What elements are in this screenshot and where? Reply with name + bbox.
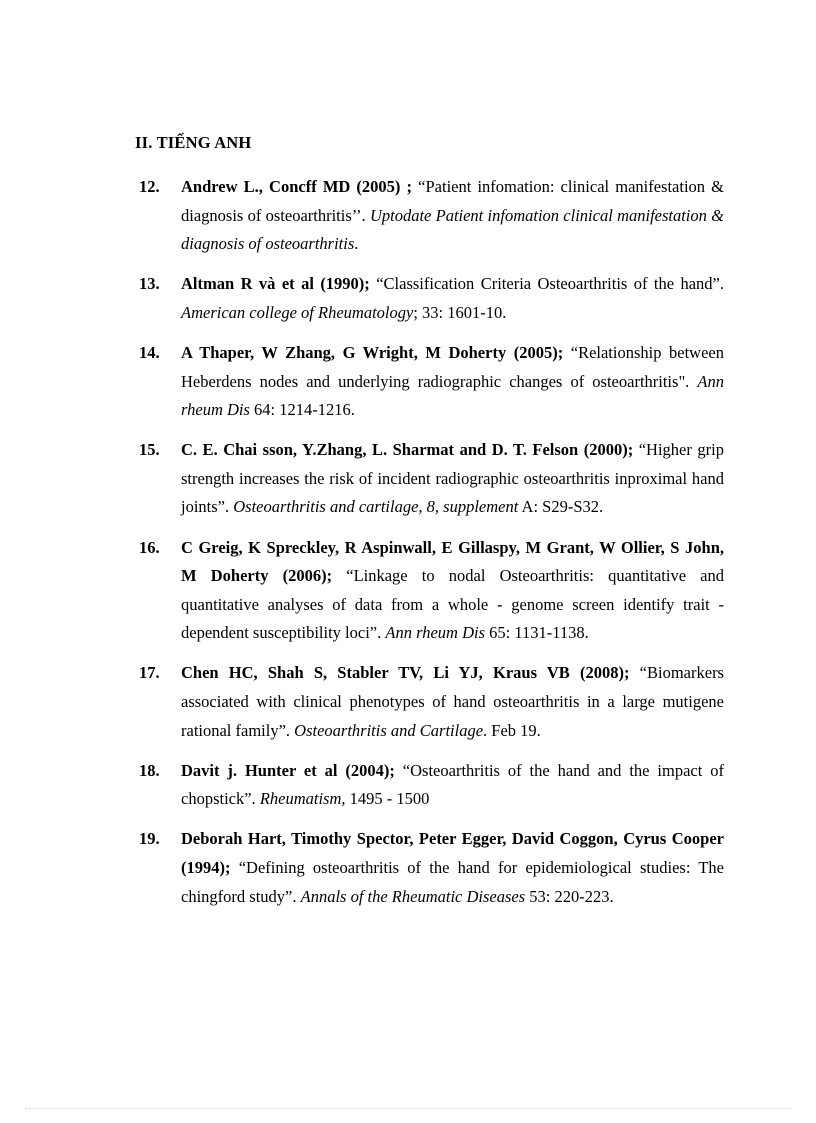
reference-details: . (354, 234, 359, 254)
reference-authors: Andrew L., Concff MD (2005) ; (181, 177, 413, 196)
reference-number: 18. (139, 760, 160, 780)
reference-text (181, 436, 724, 522)
page-bottom-divider (25, 1108, 791, 1109)
reference-item (135, 436, 725, 522)
reference-source: Osteoarthritis and cartilage, 8, supplement (233, 497, 519, 517)
reference-authors: Deborah Hart, Timothy Spector, Peter Egger, David Coggon, Cyrus Cooper (1994); (181, 829, 724, 877)
reference-details: ; 33: 1601-10. (413, 302, 507, 322)
reference-item (135, 825, 725, 911)
reference-number: 16. (139, 537, 160, 557)
reference-number: 13. (139, 274, 160, 294)
reference-number: 15. (139, 440, 160, 460)
reference-authors: Chen HC, Shah S, Stabler TV, Li YJ, Kraus VB (2008); (181, 663, 630, 683)
reference-source: American college of Rheumatology (181, 302, 414, 322)
reference-authors: C. E. Chai sson, Y.Zhang, L. Sharmat and D. T. Felson (2000); (181, 440, 634, 460)
reference-number: 14. (139, 342, 160, 362)
reference-item (135, 757, 725, 814)
reference-title: “Linkage to nodal Osteoarthritis: quantitative and quantitative analyses of data from a whole - genome screen identify trait - dependent susceptibility loci”. (181, 566, 724, 643)
reference-details: 53: 220-223. (525, 886, 614, 906)
reference-details: 1495 - 1500 (345, 789, 430, 809)
reference-authors: Davit j. Hunter et al (2004); (181, 760, 395, 780)
reference-authors: Altman R và et al (1990); (181, 274, 370, 294)
reference-list (135, 173, 725, 923)
reference-title: “Higher grip strength increases the risk of incident radiographic osteoarthritis inproximal hand joints”. (181, 440, 724, 517)
reference-item (135, 173, 725, 259)
reference-number: 17. (139, 663, 160, 683)
reference-source: Ann rheum Dis (385, 623, 485, 643)
reference-item (135, 534, 725, 648)
reference-title: “Classification Criteria Osteoarthritis of the hand”. (369, 274, 725, 294)
reference-source: Annals of the Rheumatic Diseases (300, 886, 526, 906)
reference-details: A: S29-S32. (518, 497, 604, 517)
reference-source: Ann rheum Dis (181, 371, 724, 420)
reference-text (181, 339, 724, 425)
reference-text (181, 659, 724, 745)
reference-number: 19. (139, 829, 160, 849)
reference-text (181, 270, 724, 327)
reference-item (135, 659, 725, 745)
reference-title: “Defining osteoarthritis of the hand for epidemiological studies: The chingford study”. (181, 857, 724, 906)
section-heading: II. TIẾNG ANH (135, 133, 252, 152)
reference-source: Rheumatism, (259, 789, 346, 809)
reference-title: “Patient infomation: clinical manifestation & diagnosis of osteoarthritis’’. (181, 177, 725, 225)
reference-item (135, 270, 725, 327)
reference-details: 64: 1214-1216. (249, 400, 355, 420)
reference-source: Uptodate Patient infomation clinical manifestation & diagnosis of osteoarthritis (181, 205, 725, 254)
reference-text (181, 173, 724, 259)
reference-item (135, 339, 725, 425)
reference-title: “Osteoarthritis of the hand and the impact of chopstick”. (181, 760, 724, 809)
reference-title: “Relationship between Heberdens nodes and underlying radiographic changes of osteoarthritis". (181, 342, 724, 391)
reference-details: . Feb 19. (483, 720, 541, 740)
reference-number: 12. (139, 177, 160, 196)
reference-details: 65: 1131-1138. (485, 623, 589, 643)
reference-source: Osteoarthritis and Cartilage (294, 720, 484, 740)
reference-title: “Biomarkers associated with clinical phenotypes of hand osteoarthritis in a large mutigene rational family”. (181, 663, 724, 740)
reference-authors: C Greig, K Spreckley, R Aspinwall, E Gillaspy, M Grant, W Ollier, S John, M Doherty (2006); (181, 537, 724, 586)
reference-text (181, 757, 724, 814)
reference-authors: A Thaper, W Zhang, G Wright, M Doherty (2005); (181, 342, 564, 362)
reference-text (181, 534, 724, 648)
reference-text (181, 825, 724, 911)
